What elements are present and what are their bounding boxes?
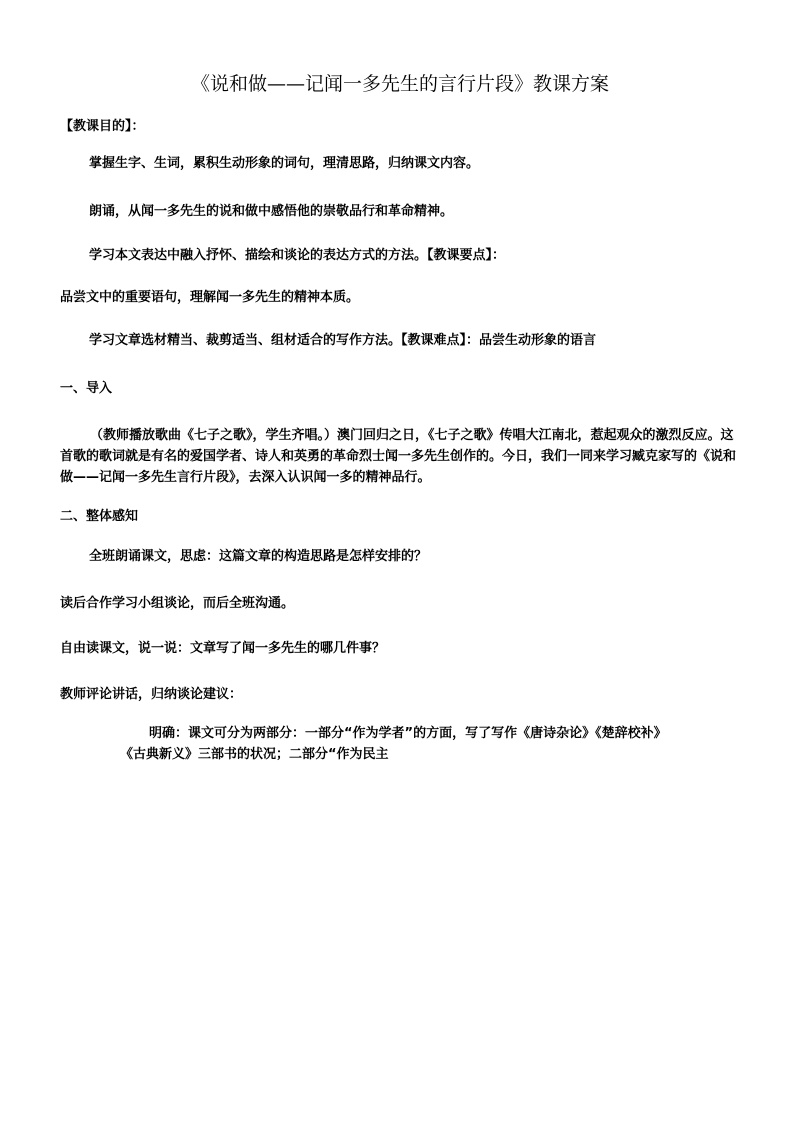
- difficulty-text: 学习文章选材精当、裁剪适当、组材适合的写作方法。【教课难点】：品尝生动形象的语言: [89, 333, 597, 348]
- objective-item-3: 学习本文表达中融入抒怀、描绘和谈论的表达方式的方法。【教课要点】：: [89, 248, 506, 263]
- activity-item-2: 读后合作学习小组谈论，而后全班沟通。: [60, 596, 295, 611]
- section-heading-overview: 二、整体感知: [60, 509, 139, 524]
- clarify-paragraph: 明确：课文可分为两部分：一部分“作为学者”的方面，写了写作《唐诗杂论》《楚辞校补》《古典新义》三部书的状况；二部分“作为民主: [120, 726, 667, 762]
- intro-paragraph: （教师播放歌曲《七子之歌》，学生齐唱。）澳门回归之日，《七子之歌》传唱大江南北，惹起观众的激烈反应。这首歌的歌词就是有名的爱国学者、诗人和英勇的革命烈士闻一多先生创作的。今日，我们一同来学习臧克家写的《说和做——记闻一多先生言行片段》，去深入认识闻一多的精神品行。: [60, 428, 737, 485]
- objective-item-1: 掌握生字、生词，累积生动形象的词句，理清思路，归纳课文内容。: [89, 156, 480, 171]
- section-heading-intro: 一、导入: [60, 381, 113, 396]
- activity-item-3: 自由读课文，说一说：文章写了闻一多先生的哪几件事？: [60, 641, 386, 656]
- page-title: 《说和做——记闻一多先生的言行片段》教课方案: [190, 73, 609, 95]
- objective-item-2: 朗诵，从闻一多先生的说和做中感悟他的崇敬品行和革命精神。: [89, 204, 454, 219]
- objectives-heading: 【教课目的】：: [60, 119, 145, 134]
- activity-item-1: 全班朗诵课文，思虑：这篇文章的构造思路是怎样安排的？: [89, 549, 428, 564]
- activity-item-4: 教师评论讲话，归纳谈论建议：: [60, 687, 243, 702]
- key-point-text: 品尝文中的重要语句，理解闻一多先生的精神本质。: [60, 290, 360, 305]
